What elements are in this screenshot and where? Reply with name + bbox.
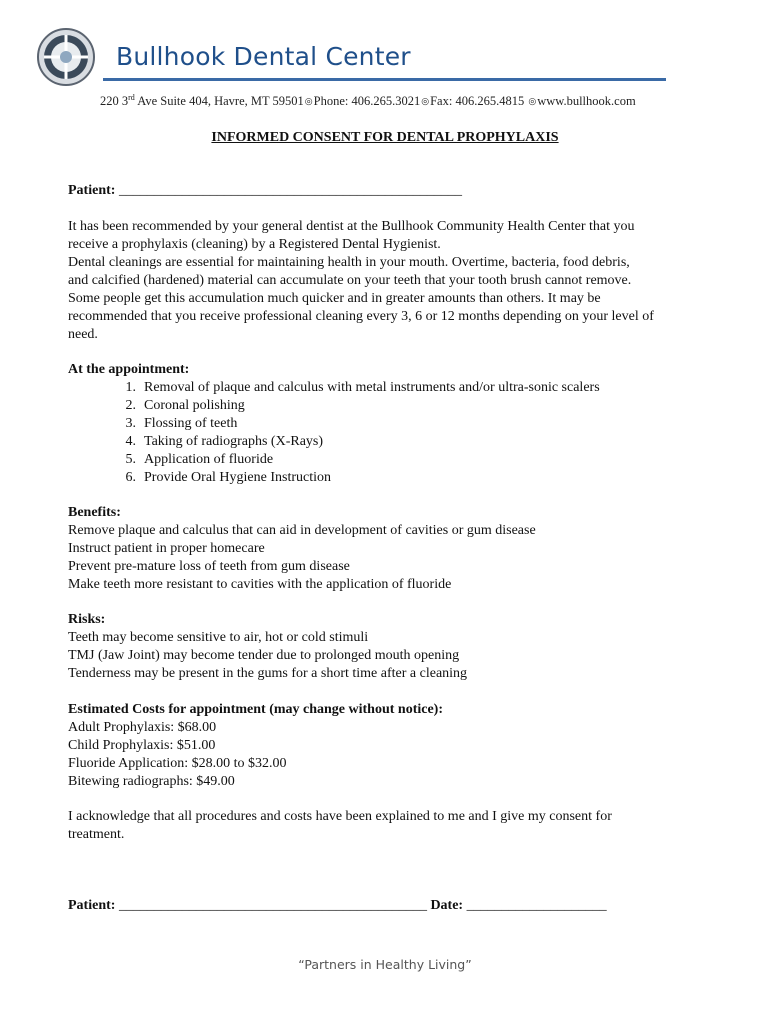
costs-section bbox=[68, 701, 443, 791]
cost-item: Bitewing radiographs: $49.00 bbox=[68, 774, 235, 789]
risk-item: Teeth may become sensitive to air, hot or cold stimuli bbox=[68, 630, 369, 645]
costs-heading: Estimated Costs for appointment (may change without notice): bbox=[68, 702, 443, 717]
list-item: 3. Flossing of teeth bbox=[125, 416, 238, 431]
header-divider bbox=[103, 78, 666, 81]
appointment-heading: At the appointment: bbox=[68, 362, 190, 377]
cost-item: Fluoride Application: $28.00 to $32.00 bbox=[68, 756, 287, 771]
signature-line bbox=[68, 897, 607, 915]
patient-label: Patient: bbox=[68, 183, 116, 198]
intro-line: receive a prophylaxis (cleaning) by a Registered Dental Hygienist. bbox=[68, 237, 441, 252]
acknowledgement-paragraph bbox=[68, 808, 612, 844]
cost-item: Adult Prophylaxis: $68.00 bbox=[68, 720, 217, 735]
list-item: 5. Application of fluoride bbox=[125, 452, 274, 467]
risk-item: Tenderness may be present in the gums for a short time after a cleaning bbox=[68, 666, 468, 681]
intro-line: Dental cleanings are essential for maintaining health in your mouth. Overtime, bacteria, food debris, bbox=[68, 255, 630, 270]
fax-text: Fax: 406.265.4815 bbox=[430, 94, 525, 109]
intro-line: recommended that you receive professional cleaning every 3, 6 or 12 months depending on your level of bbox=[68, 309, 654, 324]
website-text: www.bullhook.com bbox=[537, 94, 636, 109]
tagline: “Partners in Healthy Living” bbox=[298, 957, 472, 972]
clinic-name: Bullhook Dental Center bbox=[116, 42, 411, 71]
list-item: 4. Taking of radiographs (X-Rays) bbox=[125, 434, 324, 449]
intro-line: and calcified (hardened) material can accumulate on your teeth that your tooth brush cannot remove. bbox=[68, 273, 632, 288]
address-text: 220 3 bbox=[100, 94, 129, 109]
patient-signature-blank[interactable]: ____________________________________________ bbox=[118, 898, 427, 913]
risks-section bbox=[68, 611, 467, 683]
address-rest: Ave Suite 404, Havre, MT 59501 bbox=[134, 94, 304, 109]
benefit-item: Remove plaque and calculus that can aid in development of cavities or gum disease bbox=[68, 523, 536, 538]
intro-line: Some people get this accumulation much quicker and in greater amounts than others. It may be bbox=[68, 291, 601, 306]
phone-text: Phone: 406.265.3021 bbox=[313, 94, 421, 109]
cost-item: Child Prophylaxis: $51.00 bbox=[68, 738, 216, 753]
patient-field-top bbox=[68, 182, 462, 200]
risks-heading: Risks: bbox=[68, 612, 106, 627]
date-blank[interactable]: ____________________ bbox=[466, 898, 607, 913]
patient-signature-label: Patient: bbox=[68, 898, 116, 913]
bullet-icon: ◎ bbox=[304, 96, 313, 107]
date-label: Date: bbox=[430, 898, 464, 913]
benefits-section bbox=[68, 504, 536, 594]
clinic-logo-icon bbox=[36, 27, 96, 87]
list-item: 1. Removal of plaque and calculus with metal instruments and/or ultra-sonic scalers bbox=[125, 380, 600, 395]
acknowledge-line: I acknowledge that all procedures and costs have been explained to me and I give my consent for bbox=[68, 809, 612, 824]
benefit-item: Instruct patient in proper homecare bbox=[68, 541, 265, 556]
bullet-icon: ◎ bbox=[528, 96, 537, 107]
benefits-heading: Benefits: bbox=[68, 505, 121, 520]
bullet-icon: ◎ bbox=[421, 96, 430, 107]
appointment-list bbox=[110, 379, 600, 487]
benefit-item: Make teeth more resistant to cavities with the application of fluoride bbox=[68, 577, 452, 592]
address-ordinal: rd bbox=[128, 93, 135, 102]
document-title: INFORMED CONSENT FOR DENTAL PROPHYLAXIS bbox=[211, 130, 559, 145]
acknowledge-line: treatment. bbox=[68, 827, 125, 842]
intro-line: It has been recommended by your general dentist at the Bullhook Community Health Center that you bbox=[68, 219, 635, 234]
list-item: 2. Coronal polishing bbox=[125, 398, 245, 413]
intro-paragraph bbox=[68, 218, 654, 344]
intro-line: need. bbox=[68, 327, 98, 342]
list-item: 6. Provide Oral Hygiene Instruction bbox=[125, 470, 332, 485]
risk-item: TMJ (Jaw Joint) may become tender due to prolonged mouth opening bbox=[68, 648, 460, 663]
benefit-item: Prevent pre-mature loss of teeth from gum disease bbox=[68, 559, 350, 574]
patient-blank-line[interactable]: _________________________________________________ bbox=[118, 183, 462, 198]
contact-line bbox=[100, 93, 636, 109]
